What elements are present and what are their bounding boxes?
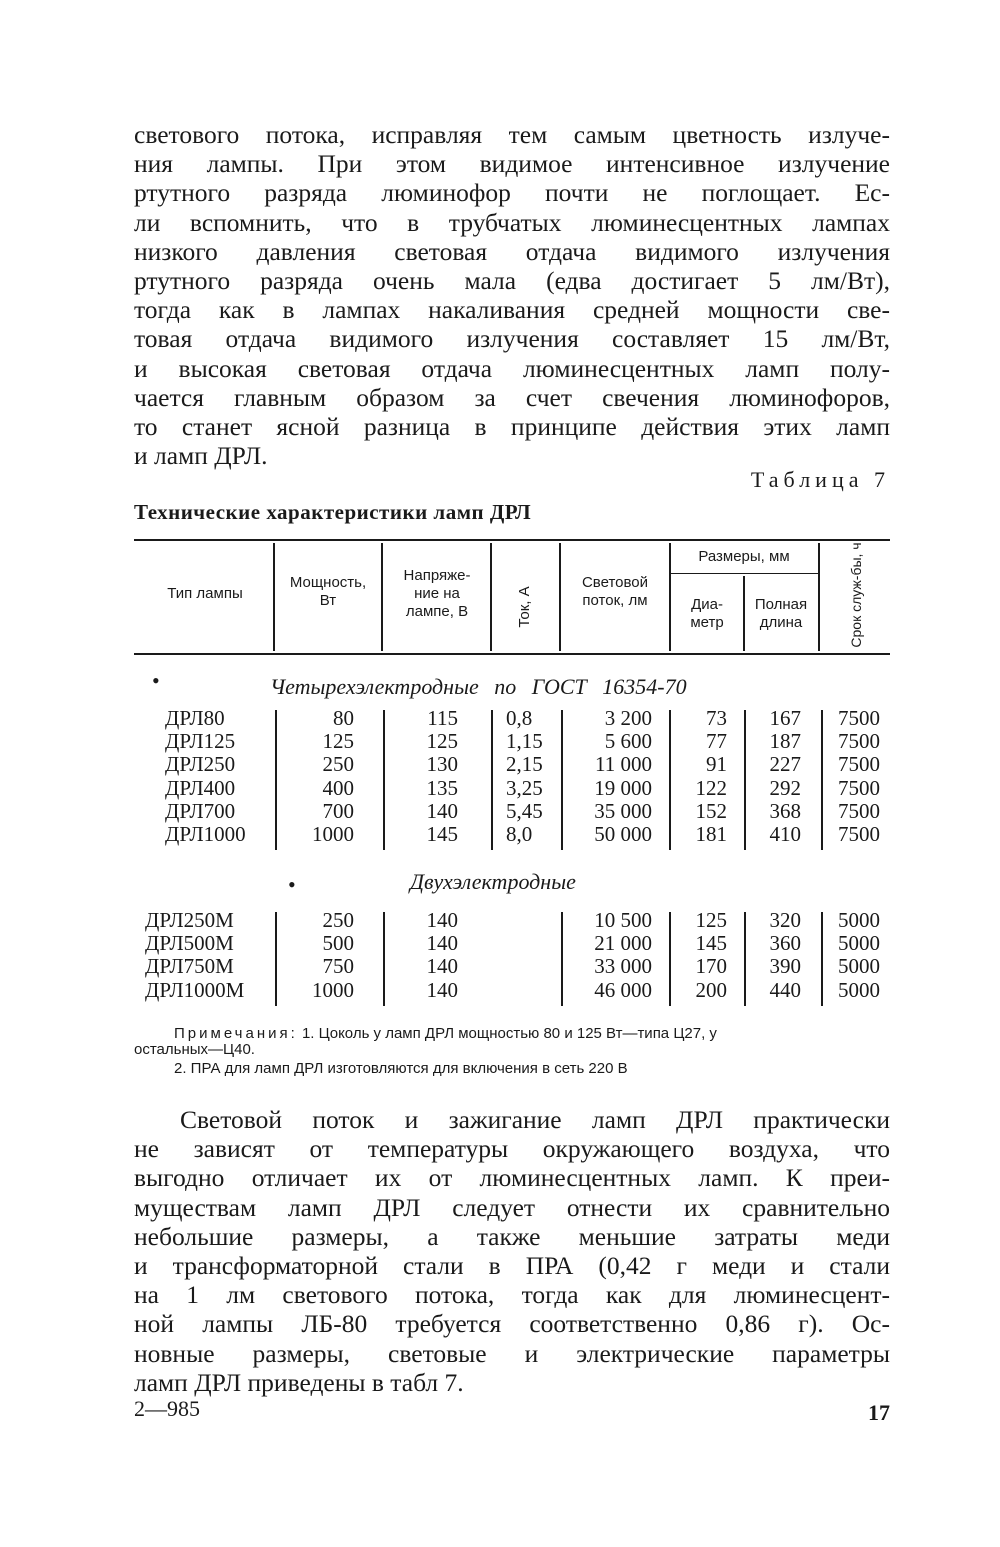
table-cell: ДРЛ1000М (145, 977, 245, 1002)
header-voltage (385, 567, 489, 621)
table-cell: 125 (322, 729, 354, 754)
header-type: Тип лампы (167, 585, 243, 602)
body-divider (491, 710, 493, 850)
text-line: на 1 лм светового потока, тогда как для люминесцент- (134, 1280, 890, 1310)
table-cell: 500 (322, 931, 354, 956)
table-cell: 3,25 (506, 775, 543, 800)
table-cell: 80 (333, 706, 354, 730)
header-length-line: длина (759, 614, 803, 631)
table-cell: 140 (426, 954, 458, 979)
section-title-two-electrode: Двухэлектродные (410, 869, 576, 894)
table-cell: 7500 (838, 798, 880, 823)
text-line: ния лампы. При этом видимое интенсивное излучение (134, 149, 890, 179)
header-power-line: Мощность, (289, 574, 367, 591)
table-cell: 7500 (838, 822, 880, 847)
text-line: и высокая световая отдача люминесцентных ламп полу- (134, 353, 890, 383)
text-line: ламп ДРЛ приведены в табл 7. (134, 1367, 464, 1397)
dimensions-rule (669, 573, 819, 574)
header-flux (563, 574, 667, 610)
text-line: то станет ясной разница в принципе действия этих ламп (134, 412, 890, 442)
power-column (290, 909, 354, 1002)
body-divider (275, 912, 277, 1006)
table-cell: 140 (426, 977, 458, 1002)
header-diameter-line: метр (690, 614, 724, 631)
table-cell: 750 (322, 954, 354, 979)
text-line: и ламп ДРЛ. (134, 441, 268, 471)
header-voltage-line: Напряже- (403, 567, 471, 584)
table-cell: 250 (322, 908, 354, 932)
table-cell: 152 (695, 798, 727, 823)
text-line: выгодно отличает их от люминесцентных ламп. К преи- (134, 1163, 890, 1193)
header-length (745, 596, 817, 632)
header-divider (381, 543, 383, 651)
flux-column (566, 707, 652, 846)
table-cell: 145 (426, 822, 458, 847)
life-column (828, 707, 880, 846)
table-cell: 33 000 (594, 954, 652, 979)
text-line: ной лампы ЛБ-80 требуется соответственно 0,86 г). Ос- (134, 1309, 890, 1339)
lamp-type-column (145, 909, 244, 1002)
note-1-continuation: остальных—Ц40. (134, 1041, 255, 1058)
table-cell: 368 (769, 798, 801, 823)
table-cell: 50 000 (594, 822, 652, 847)
text-line: ртутного разряда люминофор почти не поглощает. Ес- (134, 178, 890, 208)
table-cell: 5 600 (604, 729, 652, 754)
table-cell: 320 (769, 908, 801, 932)
table-cell: ДРЛ750М (145, 954, 234, 979)
header-voltage-line: лампе, В (405, 603, 469, 620)
table-cell: 5000 (838, 954, 880, 979)
table-cell: 46 000 (594, 977, 652, 1002)
table-cell: 7500 (838, 752, 880, 777)
table-cell: ДРЛ1000 (165, 822, 246, 847)
table-cell: 122 (695, 775, 727, 800)
table-cell: 1000 (312, 977, 354, 1002)
table-header-rule (134, 653, 890, 655)
table-cell: ДРЛ250М (145, 908, 234, 932)
header-divider (490, 543, 492, 651)
table-cell: 73 (706, 706, 727, 730)
table-cell: 170 (695, 954, 727, 979)
ink-dot: • (288, 872, 296, 897)
table-title: Технические характеристики ламп ДРЛ (134, 500, 532, 524)
body-divider (744, 710, 746, 850)
table-cell: 5,45 (506, 798, 543, 823)
table-cell: 145 (695, 931, 727, 956)
table-cell: 21 000 (594, 931, 652, 956)
current-column (506, 707, 543, 846)
lamp-type-column (165, 707, 246, 846)
printer-signature: 2—985 (134, 1396, 200, 1421)
table-cell: 5000 (838, 908, 880, 932)
table-top-rule (134, 539, 890, 541)
text-line: новные размеры, световые и электрические параметры (134, 1338, 890, 1368)
flux-column (566, 909, 652, 1002)
length-column (755, 707, 801, 846)
power-column (290, 707, 354, 846)
table-cell: 8,0 (506, 822, 533, 847)
length-column (755, 909, 801, 1002)
voltage-column (400, 707, 458, 846)
table-cell: ДРЛ700 (165, 798, 236, 823)
diameter-column (680, 707, 727, 846)
table-cell: 7500 (838, 706, 880, 730)
table-cell: 130 (426, 752, 458, 777)
note-2: 2. ПРА для ламп ДРЛ изготовляются для включения в сеть 220 В (174, 1060, 628, 1077)
text-line: низкого давления световая отдача видимого излучения (134, 236, 890, 266)
header-voltage-line: ние на (414, 585, 460, 602)
table-cell: 3 200 (604, 706, 652, 730)
voltage-column (400, 909, 458, 1002)
diameter-column (680, 909, 727, 1002)
table-cell: 292 (769, 775, 801, 800)
text-line: светового потока, исправляя тем самым цветность излуче- (134, 120, 890, 149)
body-divider (744, 912, 746, 1006)
header-power-line: Вт (319, 592, 337, 609)
text-line: ли вспомнить, что в трубчатых люминесцентных лампах (134, 207, 890, 237)
table-cell: ДРЛ80 (165, 706, 225, 730)
body-divider (821, 710, 823, 850)
table-cell: 200 (695, 977, 727, 1002)
body-divider (561, 710, 563, 850)
life-column (828, 909, 880, 1002)
table-cell: 5000 (838, 931, 880, 956)
table-cell: 19 000 (594, 775, 652, 800)
table-cell: 1,15 (506, 729, 543, 754)
table-cell: ДРЛ125 (165, 729, 236, 754)
notes-label: Примечания: (174, 1025, 298, 1042)
section-title-four-electrode: Четырехэлектродные по ГОСТ 16354-70 (270, 674, 687, 699)
table-cell: 5000 (838, 977, 880, 1002)
body-divider (275, 710, 277, 850)
header-diameter-line: Диа- (691, 596, 723, 613)
table-cell: 140 (426, 908, 458, 932)
table-cell: 1000 (312, 822, 354, 847)
table-notes (134, 1026, 890, 1077)
header-flux-line: Световой (581, 574, 649, 591)
table-cell: 7500 (838, 729, 880, 754)
header-flux-line: поток, лм (582, 592, 648, 609)
table-cell: 7500 (838, 775, 880, 800)
table-cell: 35 000 (594, 798, 652, 823)
header-divider (559, 543, 561, 651)
body-divider (383, 912, 385, 1006)
paragraph-intro (134, 120, 890, 470)
table-cell: 360 (769, 931, 801, 956)
table-cell: 77 (706, 729, 727, 754)
ink-dot: • (152, 668, 160, 693)
table-cell: 250 (322, 752, 354, 777)
table-cell: 181 (695, 822, 727, 847)
page-number: 17 (868, 1400, 890, 1425)
text-line: товая отдача видимого излучения составляет 15 лм/Вт, (134, 324, 890, 354)
text-line: муществам ламп ДРЛ следует отнести их сравнительно (134, 1192, 890, 1222)
table-cell: 167 (769, 706, 801, 730)
body-divider (669, 912, 671, 1006)
text-line: и трансформаторной стали в ПРА (0,42 г меди и стали (134, 1251, 890, 1281)
table-cell: 11 000 (595, 752, 652, 777)
header-power (277, 574, 379, 610)
body-divider (821, 912, 823, 1006)
table-cell: 0,8 (506, 706, 533, 730)
note-1: 1. Цоколь у ламп ДРЛ мощностью 80 и 125 Вт—типа Ц27, у (301, 1025, 717, 1042)
header-life: Срок служ-бы, ч (848, 542, 864, 648)
table-cell: 125 (695, 908, 727, 932)
paragraph-advantages (134, 1105, 890, 1397)
header-diameter (671, 596, 743, 632)
table-cell: 440 (769, 977, 801, 1002)
body-divider (561, 912, 563, 1006)
table-caption: Таблица 7 (750, 467, 890, 492)
table-cell: 227 (769, 752, 801, 777)
table-cell: ДРЛ250 (165, 752, 236, 777)
table-cell: 187 (769, 729, 801, 754)
table-cell: 115 (427, 706, 458, 730)
text-line: Световой поток и зажигание ламп ДРЛ практически (180, 1105, 890, 1134)
table-cell: ДРЛ500М (145, 931, 234, 956)
table-cell: 700 (322, 798, 354, 823)
table-cell: 400 (322, 775, 354, 800)
header-current: Ток, А (516, 586, 533, 628)
table-cell: 2,15 (506, 752, 543, 777)
header-length-line: Полная (754, 596, 808, 613)
header-divider (273, 543, 275, 651)
text-line: не зависят от температуры окружающего воздуха, что (134, 1134, 890, 1164)
table-cell: ДРЛ400 (165, 775, 236, 800)
table-cell: 135 (426, 775, 458, 800)
body-divider (669, 710, 671, 850)
header-divider (818, 543, 820, 651)
table-cell: 410 (769, 822, 801, 847)
text-line: ртутного разряда очень мала (едва достигает 5 лм/Вт), (134, 266, 890, 296)
text-line: тогда как в лампах накаливания средней мощности све- (134, 295, 890, 325)
table-cell: 91 (706, 752, 727, 777)
header-dimensions: Размеры, мм (698, 548, 790, 565)
text-line: небольшие размеры, а также меньшие затраты меди (134, 1221, 890, 1251)
text-line: чается главным образом за счет свечения люминофоров, (134, 382, 890, 412)
table-cell: 125 (426, 729, 458, 754)
table-cell: 390 (769, 954, 801, 979)
body-divider (383, 710, 385, 850)
table-cell: 10 500 (594, 908, 652, 932)
note-line (134, 1026, 890, 1042)
table-cell: 140 (426, 798, 458, 823)
table-cell: 140 (426, 931, 458, 956)
